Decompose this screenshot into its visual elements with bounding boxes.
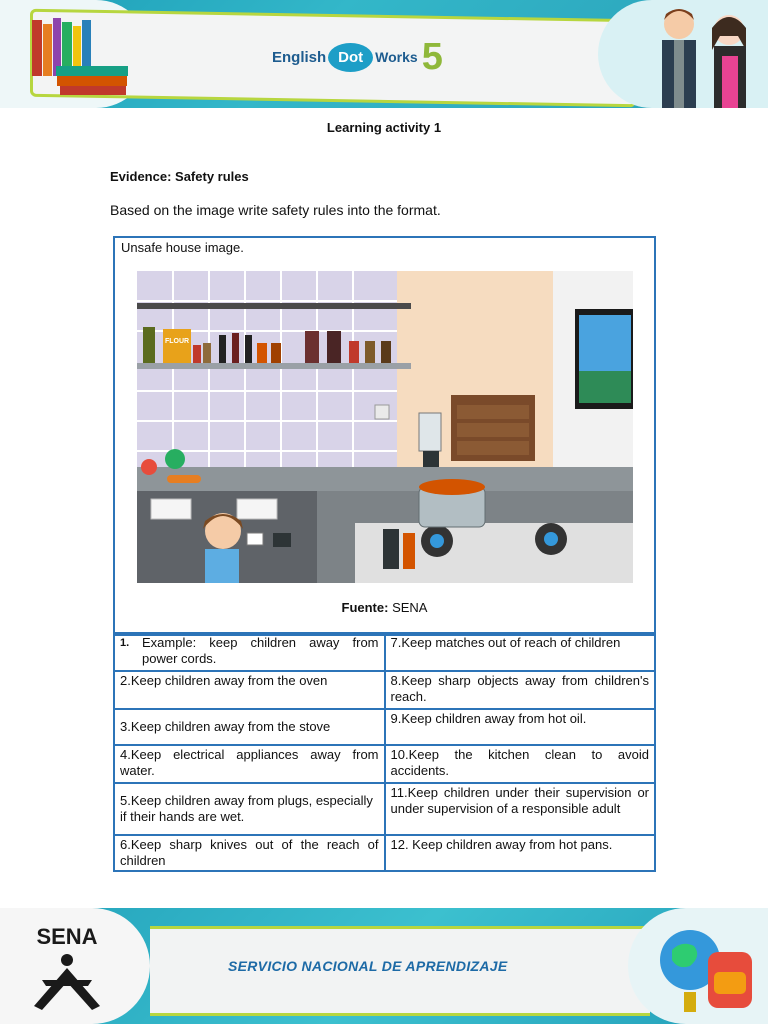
rule-cell-1 xyxy=(114,633,385,671)
logo-dot: Dot xyxy=(328,43,373,72)
organization-name: SERVICIO NACIONAL DE APRENDIZAJE xyxy=(228,958,508,974)
rule-cell-6: 6.Keep sharp knives out of the reach of children xyxy=(114,835,385,871)
books-illustration xyxy=(22,14,132,98)
flour-label: FLOUR xyxy=(165,338,190,345)
rule-cell-2: 2.Keep children away from the oven xyxy=(114,671,385,709)
globe-backpack-illustration xyxy=(650,916,760,1016)
rule-cell-4: 4.Keep electrical appliances away from water. xyxy=(114,745,385,783)
kitchen-scene-illustration xyxy=(137,271,633,583)
rule-cell-10: 10.Keep the kitchen clean to avoid accidents. xyxy=(385,745,656,783)
header-banner xyxy=(0,0,768,108)
source-value: SENA xyxy=(392,600,428,615)
english-dot-works-logo xyxy=(272,36,443,78)
image-source xyxy=(115,600,654,615)
rule-cell-7: 7.Keep matches out of reach of children xyxy=(385,633,656,671)
table-row xyxy=(114,633,655,671)
example-number: 1. xyxy=(120,637,130,649)
safety-rules-table xyxy=(113,632,656,872)
example-rule: Example: keep children away from power cords. xyxy=(142,635,379,666)
table-row xyxy=(114,709,655,745)
table-row xyxy=(114,745,655,783)
logo-works: Works xyxy=(375,49,418,65)
rule-cell-3: 3.Keep children away from the stove xyxy=(114,709,385,745)
rule-cell-11: 11.Keep children under their supervision or under supervision of a responsible adult xyxy=(385,783,656,835)
source-label: Fuente: xyxy=(341,600,389,615)
logo-number: 5 xyxy=(421,36,443,78)
students-illustration xyxy=(634,0,764,108)
page-title: Learning activity 1 xyxy=(326,120,442,135)
instruction-text: Based on the image write safety rules into the format. xyxy=(110,202,441,218)
footer-banner xyxy=(0,908,768,1024)
rule-cell-9: 9.Keep children away from hot oil. xyxy=(385,709,656,745)
table-row xyxy=(114,671,655,709)
sena-logo xyxy=(22,920,112,1016)
logo-english: English xyxy=(272,48,327,66)
rule-cell-5: 5.Keep children away from plugs, especially if their hands are wet. xyxy=(114,783,385,835)
unsafe-house-image-box xyxy=(113,236,656,636)
table-row xyxy=(114,835,655,871)
rule-cell-8: 8.Keep sharp objects away from children's reach. xyxy=(385,671,656,709)
evidence-heading: Evidence: Safety rules xyxy=(110,169,249,184)
image-caption: Unsafe house image. xyxy=(121,240,244,255)
table-row xyxy=(114,783,655,835)
rule-cell-12: 12. Keep children away from hot pans. xyxy=(385,835,656,871)
sena-logo-text: SENA xyxy=(36,924,98,949)
